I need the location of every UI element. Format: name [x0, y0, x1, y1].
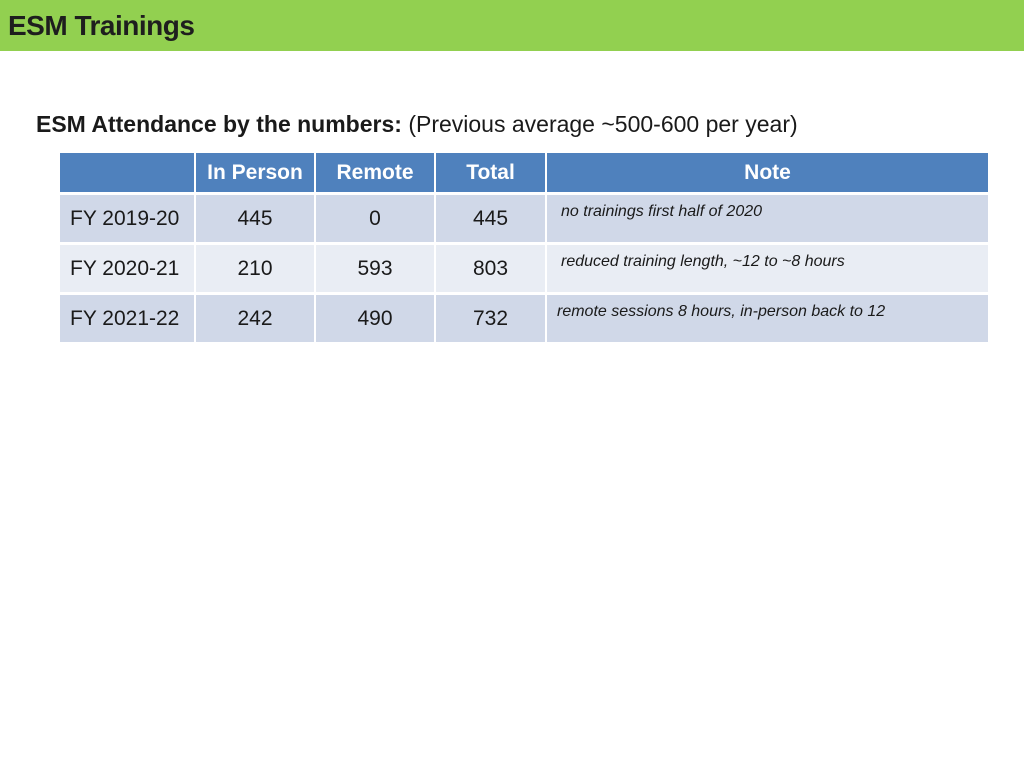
table-row [60, 245, 988, 292]
column-header-total: Total [436, 153, 545, 192]
remote-cell: 593 [316, 245, 434, 292]
column-header-note: Note [547, 153, 988, 192]
attendance-heading-note: (Previous average ~500-600 per year) [408, 111, 798, 137]
attendance-heading-bold: ESM Attendance by the numbers: [36, 111, 402, 137]
column-header-in-person: In Person [196, 153, 314, 192]
note-cell: no trainings first half of 2020 [547, 195, 988, 242]
title-bar [0, 0, 1024, 51]
remote-cell: 0 [316, 195, 434, 242]
total-cell: 445 [436, 195, 545, 242]
note-cell: reduced training length, ~12 to ~8 hours [547, 245, 988, 292]
total-cell: 732 [436, 295, 545, 342]
note-cell: remote sessions 8 hours, in-person back to 12 [547, 295, 988, 342]
in-person-cell: 445 [196, 195, 314, 242]
in-person-cell: 210 [196, 245, 314, 292]
row-label: FY 2021-22 [60, 295, 194, 342]
column-header-year [60, 153, 194, 192]
row-label: FY 2019-20 [60, 195, 194, 242]
attendance-table [58, 150, 990, 345]
column-header-remote: Remote [316, 153, 434, 192]
table-header-row [60, 153, 988, 192]
table-row [60, 195, 988, 242]
row-label: FY 2020-21 [60, 245, 194, 292]
remote-cell: 490 [316, 295, 434, 342]
total-cell: 803 [436, 245, 545, 292]
table-row [60, 295, 988, 342]
in-person-cell: 242 [196, 295, 314, 342]
page-title: ESM Trainings [8, 10, 195, 41]
attendance-heading [36, 111, 798, 138]
